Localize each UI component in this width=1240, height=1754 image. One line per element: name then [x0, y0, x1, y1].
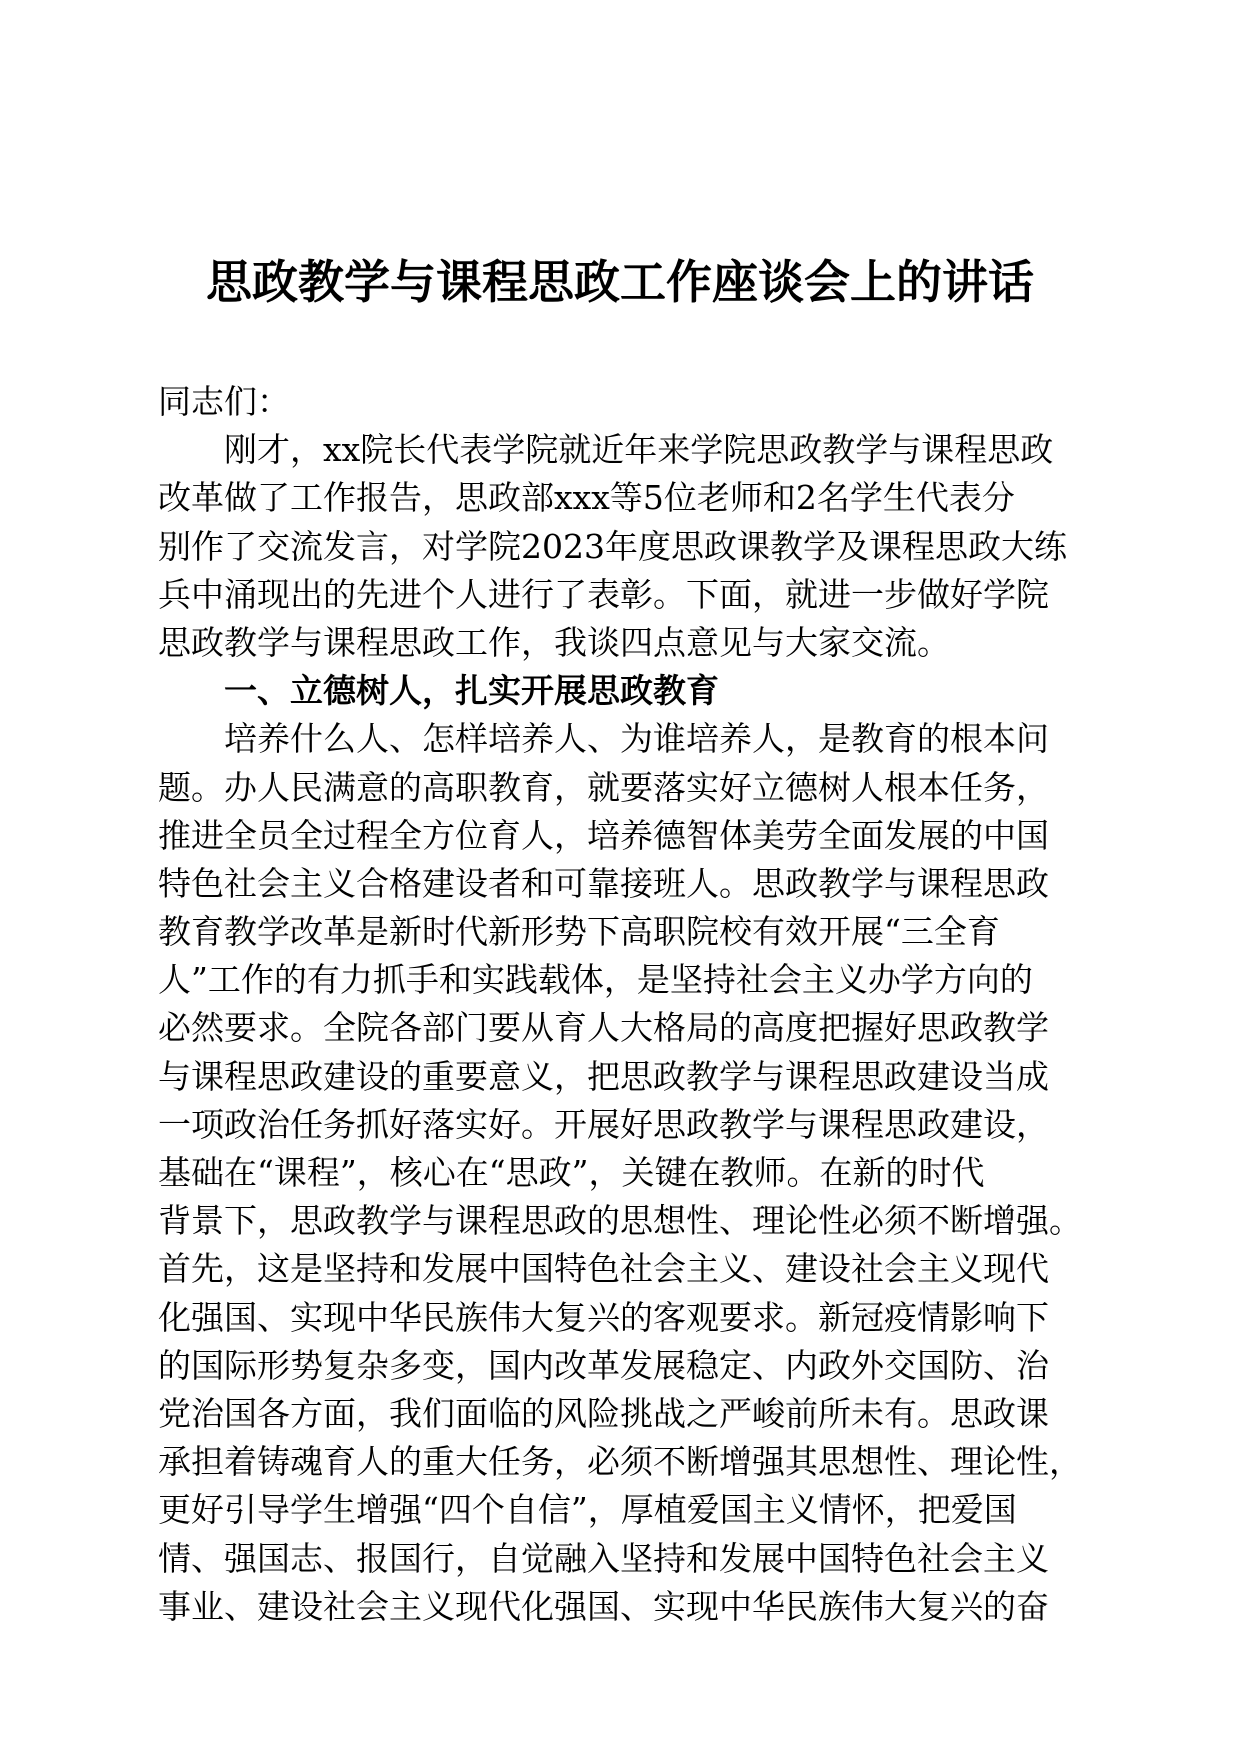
- text-line: 情、强国志、报国行，自觉融入坚持和发展中国特色社会主义: [158, 1538, 1049, 1578]
- text-line: 与课程思政建设的重要意义，把思政教学与课程思政建设当成: [158, 1056, 1049, 1096]
- text-line: 推进全员全过程全方位育人，培养德智体美劳全面发展的中国: [158, 815, 1049, 855]
- greeting: 同志们：: [158, 382, 290, 421]
- section-heading: 一、立德树人，扎实开展思政教育: [224, 671, 719, 711]
- text-line: 一项政治任务抓好落实好。开展好思政教学与课程思政建设，: [158, 1104, 1049, 1144]
- text-line: 必然要求。全院各部门要从育人大格局的高度把握好思政教学: [158, 1008, 1049, 1048]
- text-line: 特色社会主义合格建设者和可靠接班人。思政教学与课程思政: [158, 863, 1049, 903]
- page-title: 思政教学与课程思政工作座谈会上的讲话: [206, 255, 1034, 309]
- text-line: 首先，这是坚持和发展中国特色社会主义、建设社会主义现代: [158, 1249, 1049, 1289]
- text-line: 培养什么人、怎样培养人、为谁培养人，是教育的根本问: [224, 719, 1049, 759]
- text-line: 教育教学改革是新时代新形势下高职院校有效开展“三全育: [158, 912, 1000, 952]
- text-line: 改革做了工作报告，思政部xxx等5位老师和2名学生代表分: [158, 478, 1015, 518]
- text-line: 化强国、实现中华民族伟大复兴的客观要求。新冠疫情影响下: [158, 1297, 1049, 1337]
- text-line: 刚才，xx院长代表学院就近年来学院思政教学与课程思政: [224, 430, 1054, 470]
- text-line: 党治国各方面，我们面临的风险挑战之严峻前所未有。思政课: [158, 1393, 1049, 1433]
- text-line: 承担着铸魂育人的重大任务，必须不断增强其思想性、理论性，: [158, 1442, 1082, 1482]
- paragraph-lines: [158, 426, 1082, 1631]
- text-line: 基础在“课程”，核心在“思政”，关键在教师。在新的时代: [158, 1153, 985, 1192]
- text-line: 题。办人民满意的高职教育，就要落实好立德树人根本任务，: [158, 767, 1049, 807]
- text-line: 的国际形势复杂多变，国内改革发展稳定、内政外交国防、治: [158, 1345, 1049, 1385]
- document-body: [158, 378, 1082, 1631]
- text-line: 更好引导学生增强“四个自信”，厚植爱国主义情怀，把爱国: [158, 1490, 1017, 1530]
- text-line: 人”工作的有力抓手和实践载体，是坚持社会主义办学方向的: [158, 960, 1033, 1000]
- text-line: 思政教学与课程思政工作，我谈四点意见与大家交流。: [158, 622, 950, 662]
- text-line: 背景下，思政教学与课程思政的思想性、理论性必须不断增强。: [158, 1201, 1082, 1241]
- text-line: 别作了交流发言，对学院2023年度思政课教学及课程思政大练: [158, 526, 1067, 566]
- text-line: 事业、建设社会主义现代化强国、实现中华民族伟大复兴的奋: [158, 1586, 1049, 1626]
- text-line: 兵中涌现出的先进个人进行了表彰。下面，就进一步做好学院: [158, 574, 1049, 614]
